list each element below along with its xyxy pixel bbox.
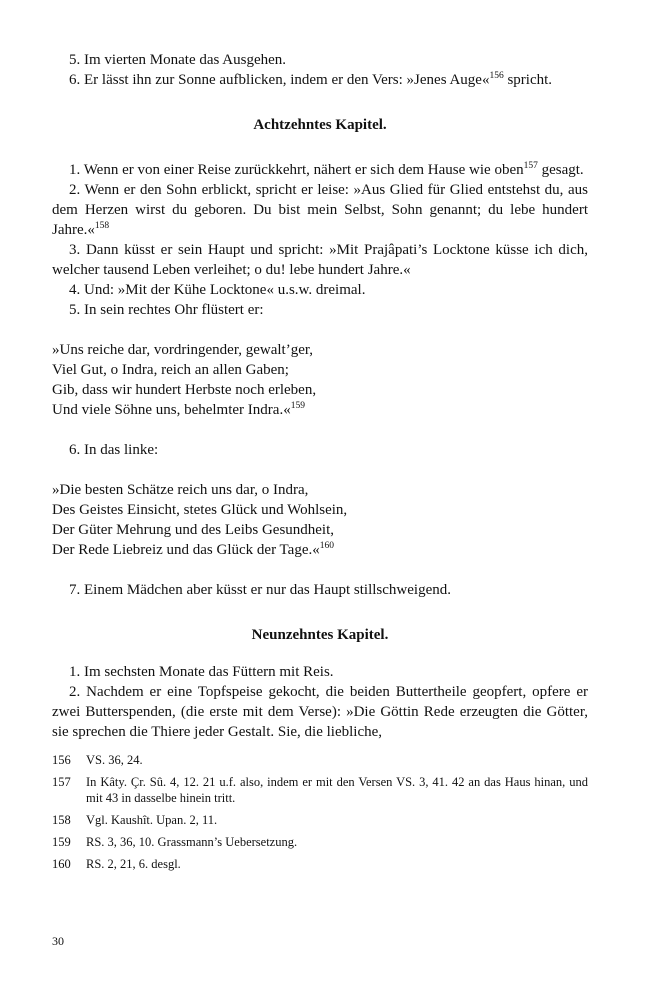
paragraph-18-1 <box>52 160 588 180</box>
chapter-heading-19: Neunzehntes Kapitel. <box>251 627 389 643</box>
paragraph-19-1: 1. Im sechsten Monate das Füttern mit Reis. <box>69 664 334 680</box>
footnote-ref-158[interactable]: 158 <box>94 221 110 231</box>
verse-line: Viel Gut, o Indra, reich an allen Gaben; <box>52 362 289 378</box>
footnote-number: 158 <box>52 813 71 827</box>
footnote-159 <box>52 834 588 850</box>
paragraph-text: gesagt. <box>537 162 584 178</box>
paragraph-text: 1. Wenn er von einer Reise zurückkehrt, nähert er sich dem Hause wie oben <box>69 162 524 178</box>
footnote-ref-160[interactable]: 160 <box>319 541 334 551</box>
verse-block-1 <box>52 340 588 420</box>
verse-line: »Uns reiche dar, vordringender, gewalt’ger, <box>52 342 314 358</box>
paragraph-text: spricht. <box>503 72 553 88</box>
paragraph-18-6: 6. In das linke: <box>69 442 159 458</box>
footnote-160 <box>52 856 588 872</box>
paragraph-18-5: 5. In sein rechtes Ohr flüstert er: <box>69 302 264 318</box>
verse-line <box>52 400 588 420</box>
paragraph-18-4: 4. Und: »Mit der Kühe Locktone« u.s.w. dreimal. <box>69 282 366 298</box>
verse-text: Und viele Söhne uns, behelmter Indra.« <box>52 402 291 418</box>
footnote-text: Vgl. Kaushît. Upan. 2, 11. <box>86 813 218 827</box>
footnote-number: 157 <box>52 775 71 789</box>
page-number: 30 <box>52 934 64 948</box>
chapter-heading-18: Achtzehntes Kapitel. <box>253 117 387 133</box>
footnote-158 <box>52 812 588 828</box>
footnote-text: VS. 36, 24. <box>86 753 143 767</box>
footnote-text: RS. 2, 21, 6. desgl. <box>86 857 181 871</box>
page-body <box>52 50 588 878</box>
footnote-text: RS. 3, 36, 10. Grassmann’s Uebersetzung. <box>86 835 298 849</box>
verse-line: Der Güter Mehrung und des Leibs Gesundheit, <box>52 522 335 538</box>
footnote-ref-157[interactable]: 157 <box>523 161 538 171</box>
footnote-number: 159 <box>52 835 71 849</box>
paragraph-17-5: 5. Im vierten Monate das Ausgehen. <box>69 52 287 68</box>
paragraph-18-7: 7. Einem Mädchen aber küsst er nur das Haupt stillschweigend. <box>69 582 451 598</box>
paragraph-18-3: 3. Dann küsst er sein Haupt und spricht: »Mit Prajâpati’s Locktone küsse ich dich, welcher tausend Leben verleihet; o du! lebe hundert Jahre.« <box>52 242 588 278</box>
verse-line: »Die besten Schätze reich uns dar, o Indra, <box>52 482 309 498</box>
footnote-number: 156 <box>52 753 71 767</box>
verse-block-2 <box>52 480 588 560</box>
verse-text: Der Rede Liebreiz und das Glück der Tage.« <box>52 542 320 558</box>
footnote-text: In Kâty. Çr. Sû. 4, 12. 21 u.f. also, indem er mit den Versen VS. 3, 41. 42 an das Haus hinan, und mit 43 in dasselbe hinein tritt. <box>86 775 588 805</box>
verse-line: Gib, dass wir hundert Herbste noch erleben, <box>52 382 317 398</box>
footnote-157 <box>52 774 588 806</box>
footnote-156 <box>52 752 588 768</box>
footnote-number: 160 <box>52 857 71 871</box>
paragraph-18-2 <box>52 180 588 240</box>
paragraph-text: 6. Er lässt ihn zur Sonne aufblicken, indem er den Vers: »Jenes Auge« <box>69 72 490 88</box>
verse-line: Des Geistes Einsicht, stetes Glück und Wohlsein, <box>52 502 348 518</box>
verse-line <box>52 540 588 560</box>
footnotes <box>52 752 588 872</box>
paragraph-19-2: 2. Nachdem er eine Topfspeise gekocht, die beiden Buttertheile geopfert, opfere er zwei Butterspenden, (die erste mit dem Verse): »Die Göttin Rede erzeugten die Götter, sie sprechen die Thiere jeder Gestalt. Sie, die liebliche, <box>52 684 588 740</box>
paragraph-text: 2. Wenn er den Sohn erblickt, spricht er leise: »Aus Glied für Glied entstehst du, aus dem Herzen wirst du geboren. Du bist mein Selbst, Sohn genannt; du lebe hundert Jahre.« <box>52 182 588 238</box>
paragraph-17-6 <box>52 70 588 90</box>
footnote-ref-159[interactable]: 159 <box>290 401 305 411</box>
footnote-ref-156[interactable]: 156 <box>489 71 504 81</box>
